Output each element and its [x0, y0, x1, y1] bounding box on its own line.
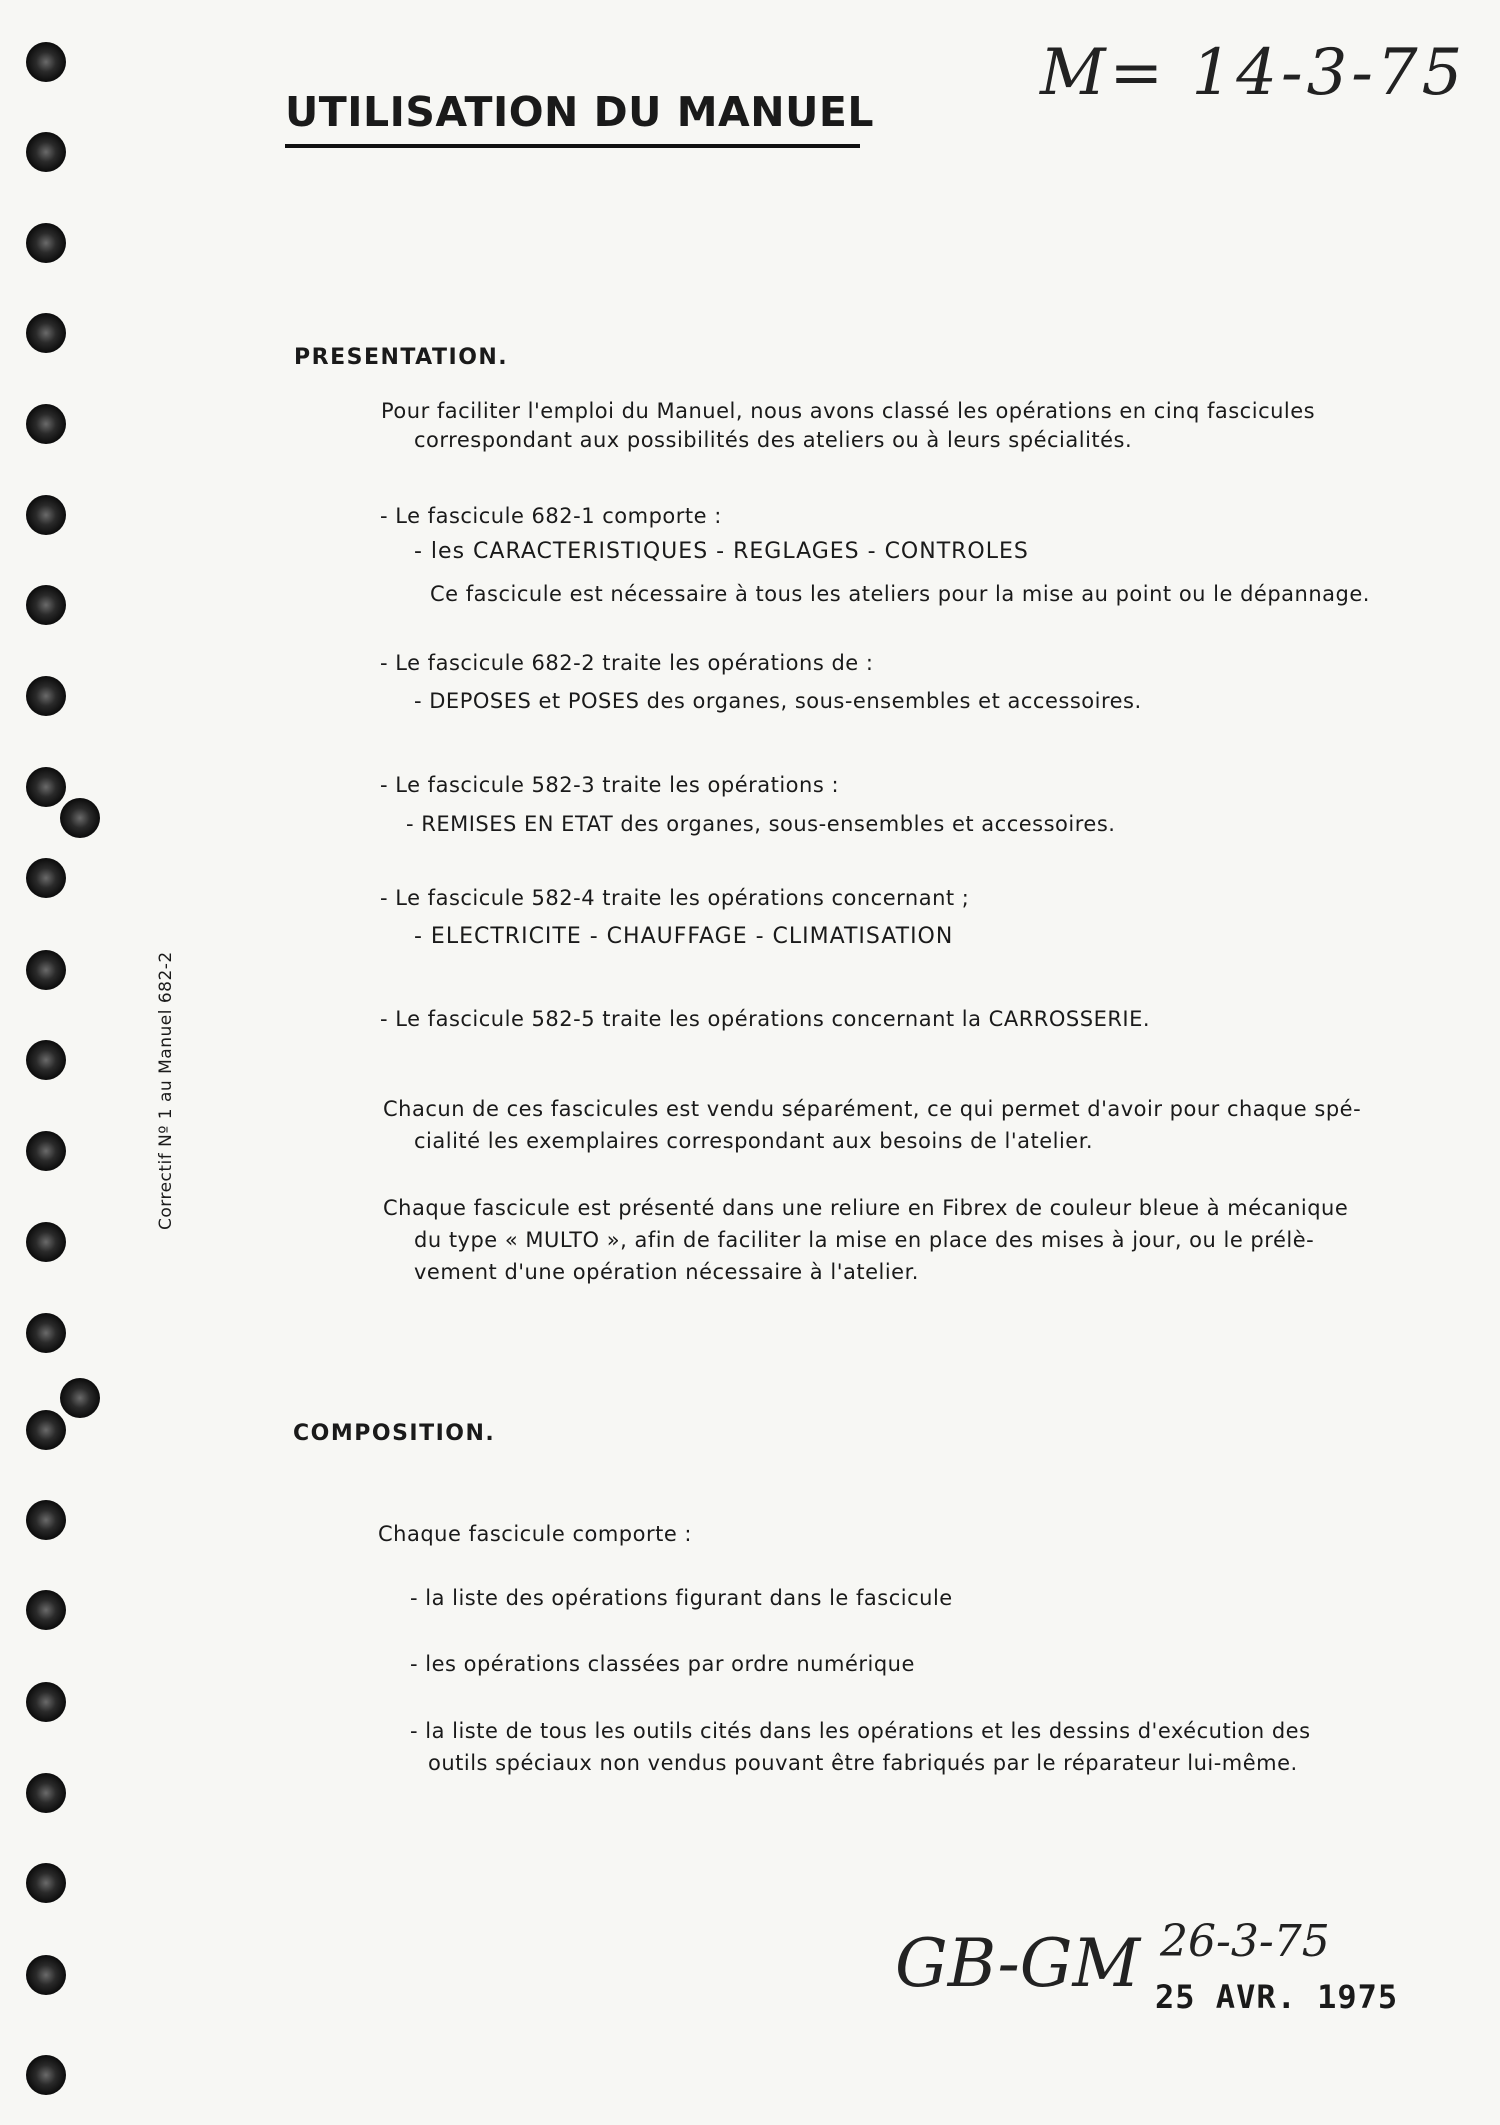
- paragraph-1-line-1: Chacun de ces fascicules est vendu séparément, ce qui permet d'avoir pour chaque spé-: [383, 1097, 1362, 1121]
- fascicule-5-line: - Le fascicule 582-5 traite les opérations concernant la CARROSSERIE.: [380, 1007, 1151, 1031]
- fascicule-4-line: - Le fascicule 582-4 traite les opérations concernant ;: [380, 886, 970, 910]
- punch-hole: [60, 1378, 100, 1418]
- punch-hole: [60, 798, 100, 838]
- fascicule-1-subjects: - les CARACTERISTIQUES - REGLAGES - CONTROLES: [414, 539, 1029, 564]
- punch-hole: [26, 1955, 66, 1995]
- punch-hole: [26, 313, 66, 353]
- punch-hole: [26, 585, 66, 625]
- punch-hole: [26, 1040, 66, 1080]
- punch-hole: [26, 1131, 66, 1171]
- fascicule-2-line: - Le fascicule 682-2 traite les opérations de :: [380, 651, 874, 675]
- punch-hole: [26, 676, 66, 716]
- composition-item-2: - les opérations classées par ordre numérique: [410, 1652, 915, 1676]
- punch-hole: [26, 495, 66, 535]
- composition-heading: COMPOSITION.: [293, 1421, 496, 1446]
- punch-hole: [26, 1313, 66, 1353]
- handwritten-signature: GB-GM: [895, 1925, 1141, 2002]
- punch-hole: [26, 950, 66, 990]
- punch-hole: [26, 1773, 66, 1813]
- presentation-intro-line-2: correspondant aux possibilités des ateliers ou à leurs spécialités.: [414, 428, 1133, 452]
- punch-hole: [26, 1500, 66, 1540]
- presentation-intro-line-1: Pour faciliter l'emploi du Manuel, nous avons classé les opérations en cinq fascicules: [381, 399, 1316, 423]
- punch-hole: [26, 1863, 66, 1903]
- punch-hole: [26, 1410, 66, 1450]
- composition-item-3-line-1: - la liste de tous les outils cités dans les opérations et les dessins d'exécution des: [410, 1719, 1311, 1743]
- fascicule-1-note: Ce fascicule est nécessaire à tous les ateliers pour la mise au point ou le dépannage.: [430, 582, 1370, 606]
- punch-hole: [26, 223, 66, 263]
- fascicule-3-subjects: - REMISES EN ETAT des organes, sous-ensembles et accessoires.: [406, 812, 1116, 836]
- fascicule-3-line: - Le fascicule 582-3 traite les opérations :: [380, 773, 840, 797]
- punch-hole: [26, 2055, 66, 2095]
- fascicule-4-subjects: - ELECTRICITE - CHAUFFAGE - CLIMATISATION: [414, 924, 954, 949]
- page-title: UTILISATION DU MANUEL: [285, 88, 875, 136]
- punch-hole: [26, 858, 66, 898]
- side-note-correctif: Correctif Nº 1 au Manuel 682-2: [156, 951, 176, 1230]
- composition-item-3-line-2: outils spéciaux non vendus pouvant être fabriqués par le réparateur lui-même.: [428, 1751, 1298, 1775]
- presentation-heading: PRESENTATION.: [294, 345, 509, 370]
- composition-intro: Chaque fascicule comporte :: [378, 1522, 693, 1546]
- paragraph-2-line-2: du type « MULTO », afin de faciliter la mise en place des mises à jour, ou le prélè-: [414, 1228, 1315, 1252]
- handwritten-reference: M= 14-3-75: [1040, 36, 1467, 110]
- punch-hole: [26, 42, 66, 82]
- title-underline: [285, 144, 860, 148]
- handwritten-date: 26-3-75: [1160, 1916, 1330, 1967]
- paragraph-2-line-1: Chaque fascicule est présenté dans une reliure en Fibrex de couleur bleue à mécanique: [383, 1196, 1349, 1220]
- punch-hole: [26, 1682, 66, 1722]
- date-stamp: 25 AVR. 1975: [1155, 1978, 1399, 2016]
- punch-hole: [26, 767, 66, 807]
- fascicule-1-line: - Le fascicule 682-1 comporte :: [380, 504, 722, 528]
- composition-item-1: - la liste des opérations figurant dans le fascicule: [410, 1586, 953, 1610]
- paragraph-2-line-3: vement d'une opération nécessaire à l'atelier.: [414, 1260, 919, 1284]
- punch-hole: [26, 132, 66, 172]
- punch-hole: [26, 1222, 66, 1262]
- punch-hole: [26, 404, 66, 444]
- punch-hole: [26, 1590, 66, 1630]
- paragraph-1-line-2: cialité les exemplaires correspondant aux besoins de l'atelier.: [414, 1129, 1094, 1153]
- fascicule-2-subjects: - DEPOSES et POSES des organes, sous-ensembles et accessoires.: [414, 689, 1142, 713]
